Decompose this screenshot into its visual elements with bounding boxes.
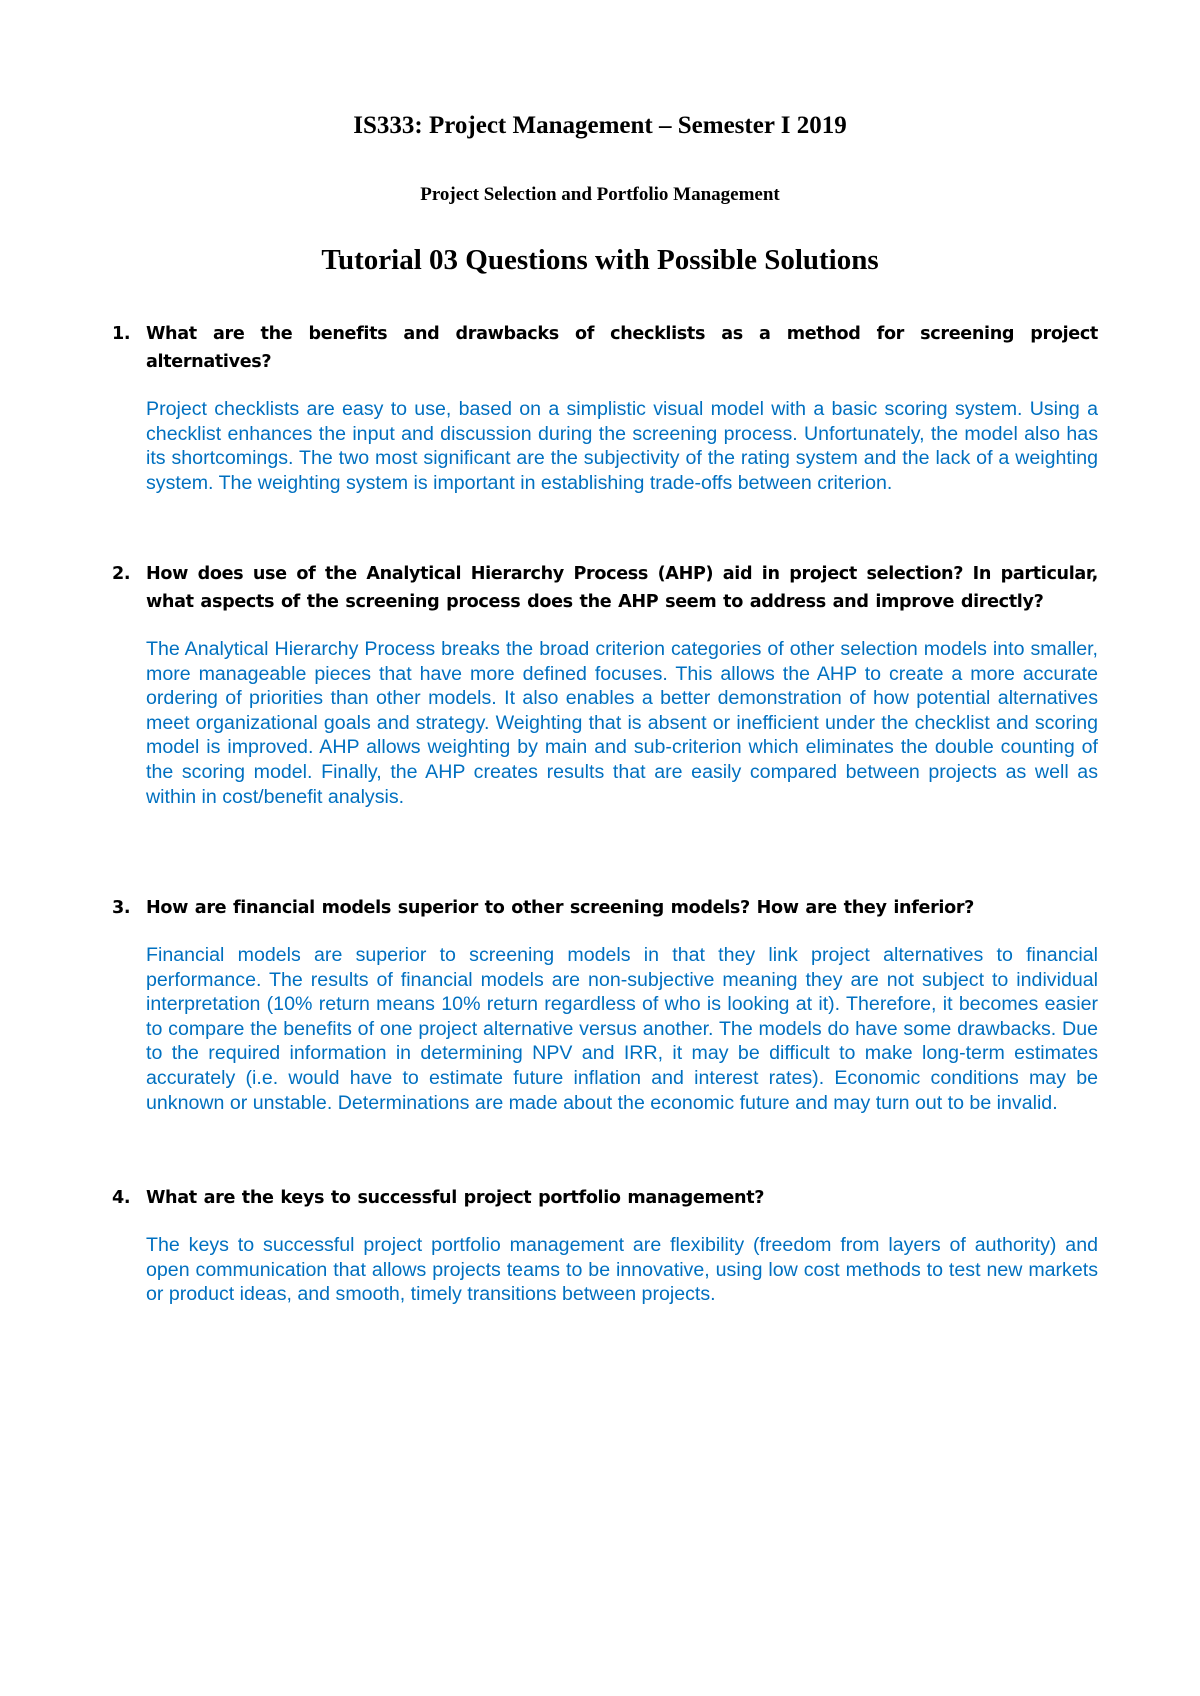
- question-number-3: 3.: [112, 898, 131, 918]
- topic-title: Project Selection and Portfolio Management: [420, 184, 780, 205]
- question-2: [112, 560, 1098, 616]
- course-title: IS333: Project Management – Semester I 2019: [353, 112, 847, 139]
- answer-1: Project checklists are easy to use, based on a simplistic visual model with a basic scoring system. Using a checklist enhances the input and discussion during the screening process. Unfortunately, the model also has its shortcomings. The two most significant are the subjectivity of the rating system and the lack of a weighting system. The weighting system is important in establishing trade-offs between criterion.: [146, 398, 1098, 494]
- question-text-1: What are the benefits and drawbacks of checklists as a method for screening project alternatives?: [146, 324, 1098, 372]
- tutorial-title: Tutorial 03 Questions with Possible Solutions: [321, 244, 879, 276]
- question-block-1: [112, 320, 1098, 495]
- answer-4: The keys to successful project portfolio management are flexibility (freedom from layers of authority) and open communication that allows projects teams to be innovative, using low cost methods to test new markets or product ideas, and smooth, timely transitions between projects.: [146, 1234, 1098, 1306]
- answer-3: Financial models are superior to screening models in that they link project alternatives to financial performance. The results of financial models are non-subjective meaning they are not subject to individual interpretation (10% return means 10% return regardless of who is looking at it). Therefore, it becomes easier to compare the benefits of one project alternative versus another. The models do have some drawbacks. Due to the required information in determining NPV and IRR, it may be difficult to make long-term estimates accurately (i.e. would have to estimate future inflation and interest rates). Economic conditions may be unknown or unstable. Determinations are made about the economic future and may turn out to be invalid.: [146, 944, 1098, 1114]
- question-3: [112, 894, 1098, 922]
- answer-2: The Analytical Hierarchy Process breaks the broad criterion categories of other selection models into smaller, more manageable pieces that have more defined focuses. This allows the AHP to create a more accurate ordering of priorities than other models. It also enables a better demonstration of how potential alternatives meet organizational goals and strategy. Weighting that is absent or inefficient under the checklist and scoring model is improved. AHP allows weighting by main and sub-criterion which eliminates the double counting of the scoring model. Finally, the AHP creates results that are easily compared between projects as well as within in cost/benefit analysis.: [146, 638, 1098, 808]
- question-block-2: [112, 560, 1098, 809]
- question-block-4: [112, 1184, 1098, 1307]
- question-number-1: 1.: [112, 324, 131, 344]
- question-number-2: 2.: [112, 564, 131, 584]
- question-text-3: How are financial models superior to other screening models? How are they inferior?: [146, 898, 975, 918]
- question-block-3: [112, 894, 1098, 1115]
- question-number-4: 4.: [112, 1188, 131, 1208]
- question-1: [112, 320, 1098, 376]
- question-text-2: How does use of the Analytical Hierarchy Process (AHP) aid in project selection? In particular, what aspects of the screening process does the AHP seem to address and improve directly?: [146, 564, 1098, 612]
- question-4: [112, 1184, 1098, 1212]
- question-text-4: What are the keys to successful project portfolio management?: [146, 1188, 765, 1208]
